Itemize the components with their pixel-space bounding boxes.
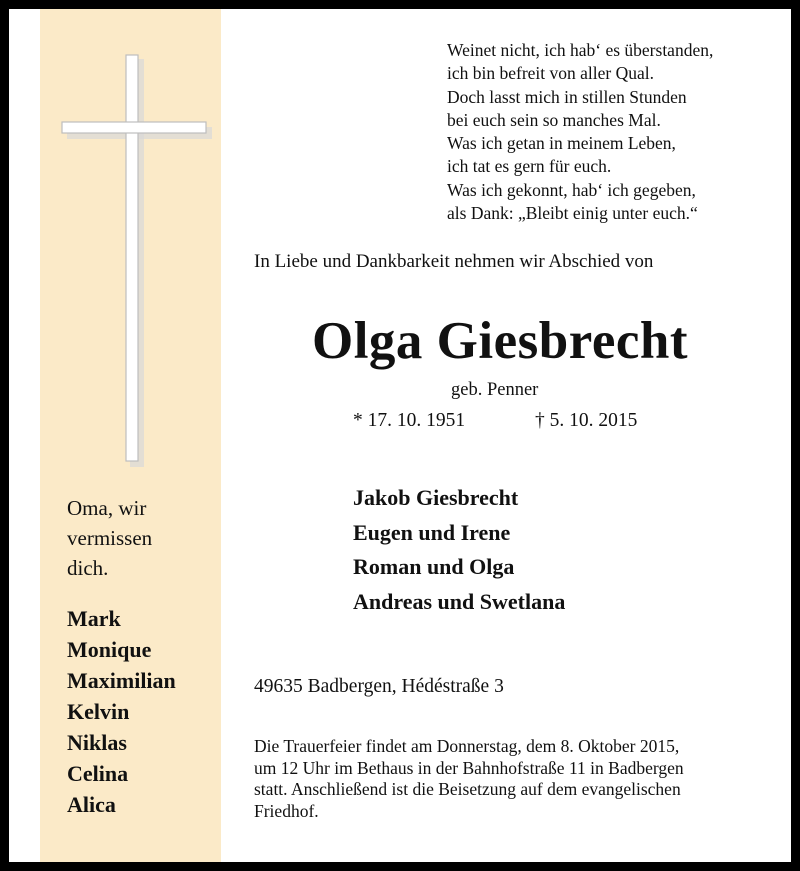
poem-line: ich bin befreit von aller Qual.: [447, 63, 655, 84]
birth-date: * 17. 10. 1951: [353, 410, 466, 431]
mourner-name: Eugen und Irene: [353, 519, 511, 545]
grandchild-name: Mark: [67, 606, 121, 631]
maiden-name: geb. Penner: [451, 380, 539, 400]
grandchild-name: Kelvin: [67, 699, 130, 724]
side-message: [67, 493, 217, 583]
address: 49635 Badbergen, Hédéstraße 3: [254, 676, 504, 697]
intro-text: In Liebe und Dankbarkeit nehmen wir Abschied von: [254, 251, 654, 272]
mourner-name: Jakob Giesbrecht: [353, 485, 519, 510]
poem-line: Doch lasst mich in stillen Stunden: [447, 86, 687, 107]
poem-line: Was ich gekonnt, hab‘ ich gegeben,: [447, 179, 696, 200]
mourner-name: Roman und Olga: [353, 554, 515, 579]
grandchild-name: Alica: [67, 792, 116, 817]
mourners-list: [353, 481, 565, 619]
deceased-name: Olga Giesbrecht: [311, 312, 688, 370]
grandchild-name: Celina: [67, 761, 129, 786]
grandchild-name: Maximilian: [67, 668, 176, 693]
poem-line: ich tat es gern für euch.: [447, 156, 612, 177]
poem-line: als Dank: „Bleibt einig unter euch.“: [447, 203, 698, 224]
side-message-line: vermissen: [67, 526, 153, 550]
cross-icon: [52, 47, 212, 477]
service-line: Friedhof.: [254, 800, 319, 821]
service-line: statt. Anschließend ist die Beisetzung auf dem evangelischen: [254, 779, 681, 799]
death-date: † 5. 10. 2015: [535, 410, 638, 431]
side-strip: [40, 9, 221, 862]
poem-line: Was ich getan in meinem Leben,: [447, 133, 676, 154]
grandchild-name: Niklas: [67, 730, 127, 755]
poem-line: Weinet nicht, ich hab‘ es überstanden,: [447, 40, 714, 60]
side-message-line: Oma, wir: [67, 496, 147, 520]
poem: [447, 39, 713, 225]
service-line: Die Trauerfeier findet am Donnerstag, dem 8. Oktober 2015,: [254, 736, 680, 756]
side-message-line: dich.: [67, 556, 109, 580]
service-line: um 12 Uhr im Bethaus in der Bahnhofstraße 11 in Badbergen: [254, 757, 684, 778]
service-info: [254, 736, 754, 822]
poem-line: bei euch sein so manches Mal.: [447, 109, 661, 130]
mourner-name: Andreas und Swetlana: [353, 588, 566, 614]
grandchild-name: Monique: [67, 637, 152, 662]
grandchildren-list: [67, 603, 176, 820]
